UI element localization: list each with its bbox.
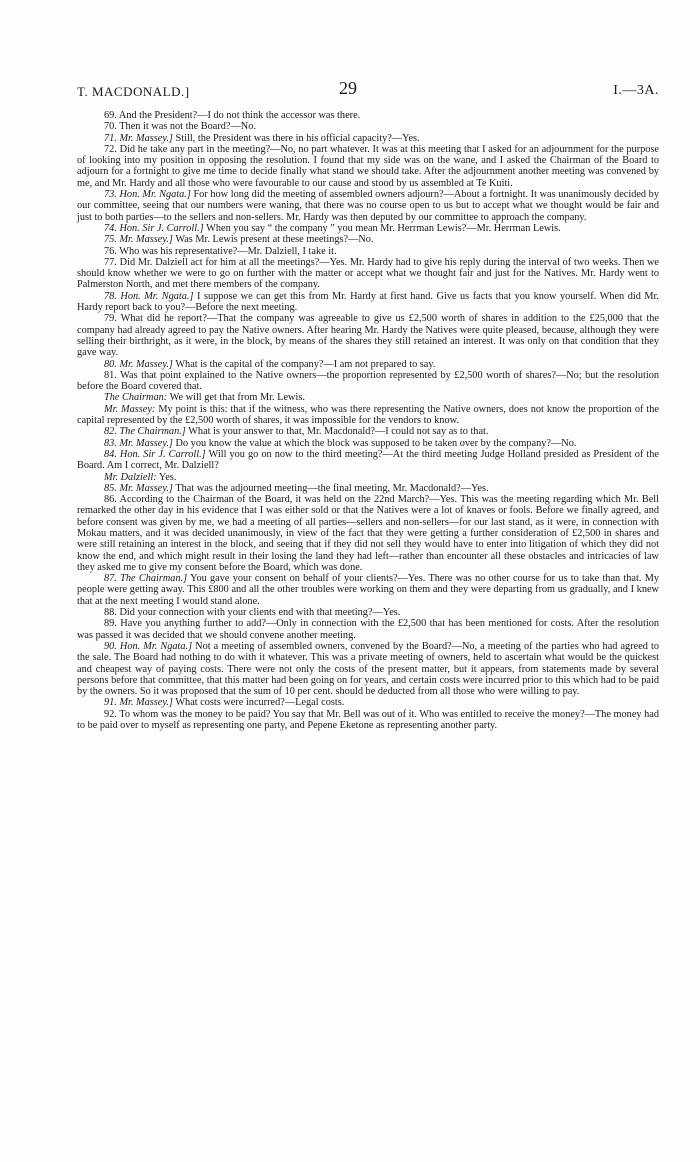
- paragraph-text: Do you know the value at which the block was supposed to be taken over by the company?—No.: [172, 437, 577, 449]
- paragraph-text: We will get that from Mr. Lewis.: [167, 392, 305, 404]
- paragraph-text: 79. What did he report?—That the company was agreeable to give us £2,500 worth of shares in addition to the £25,000 that the company had already agreed to pay the Native owners. After hearing Mr. Hardy the Natives were quite pleased, because, although they were selling their birthright, as it were, in the block, by means of the shares they still retained an interest. It was only on that condition that they gave way.: [77, 313, 659, 359]
- evidence-paragraph: [77, 709, 659, 732]
- evidence-paragraph: [77, 472, 659, 483]
- speaker-label: 82. The Chairman.]: [104, 426, 186, 438]
- paragraph-text: 77. Did Mr. Dalziell act for him at all the meetings?—Yes. Mr. Hardy had to give his reply during the interval of two weeks. Then we should know whether we were to go on further with the matter or accept what we thought fair and just for the Natives. Mr. Hardy went to Palmerston North, and met there members of the company.: [77, 256, 659, 291]
- evidence-paragraph: [77, 697, 659, 708]
- paragraph-text: 69. And the President?—I do not think the accessor was there.: [104, 110, 361, 121]
- evidence-paragraph: [77, 121, 659, 132]
- paragraph-text: You gave your consent on behalf of your clients?—Yes. There was no other course for us to take than that. My people were getting away. This £800 and all the other troubles were working on them and they were departing from us gradually, and I knew that at the next meeting I would stand alone.: [77, 573, 660, 607]
- evidence-body: [77, 110, 659, 731]
- paragraph-text: Yes.: [156, 471, 177, 483]
- speaker-label: The Chairman:: [104, 392, 168, 404]
- evidence-paragraph: [77, 573, 659, 607]
- paragraph-text: What costs were incurred?—Legal costs.: [172, 697, 345, 709]
- evidence-paragraph: [77, 438, 659, 449]
- paragraph-text: 88. Did your connection with your clients end with that meeting?—Yes.: [104, 607, 401, 619]
- evidence-paragraph: [77, 618, 659, 641]
- evidence-paragraph: [77, 133, 659, 144]
- page-header: [77, 78, 659, 102]
- speaker-label: 87. The Chairman.]: [104, 573, 188, 585]
- paragraph-text: For how long did the meeting of assembled owners adjourn?—About a fortnight. It was unanimously decided by our committee, seeing that our numbers were waning, that there was no course open to us but to accept what we thought would be fair and just to both parties—to the sellers and non-sellers. Mr. Hardy was then deputed by our committee to approach the company.: [77, 189, 659, 223]
- paragraph-text: Not a meeting of assembled owners, convened by the Board?—No, a meeting of the parties who had agreed to the sale. The Board had nothing to do with it whatever. This was a private meeting of owners, held to ascertain what would be the quickest and cheapest way of paying costs. There were not only the costs of the present matter, but it appears, from statements made by several persons before that committee, that this matter had been going on for years, and certain costs were incurred prior to this which had to be paid by the owners. So it was proposed that the sum of 10 per cent. should be deducted from all those who were willing to pay.: [77, 640, 659, 698]
- evidence-paragraph: [77, 359, 659, 370]
- evidence-paragraph: [77, 426, 659, 437]
- paragraph-text: Was Mr. Lewis present at these meetings?—No.: [172, 234, 374, 246]
- speaker-label: 73. Hon. Mr. Ngata.]: [104, 189, 191, 201]
- evidence-paragraph: [77, 257, 659, 291]
- evidence-paragraph: [77, 189, 659, 223]
- evidence-paragraph: [77, 246, 659, 257]
- paragraph-text: 86. According to the Chairman of the Board, it was held on the 22nd March?—Yes. This was the meeting regarding which Mr. Bell remarked the other day in his evidence that I was either sold or that the Natives were a lot of knaves or fools. Before we finally agreed, and before consent was given by me, we had a meeting of all parties—sellers and non-sellers—for our last stand, as it were, in connection with Mokau matters, and it was decided unanimously, in view of the fact that they were getting a further consideration of £2,500 in shares and were still retaining an interest in the block, and seeing that if they did not sell they would have to enter into litigation of which they did not know the end, and which might result in their losing the land they had left—rather than encounter all these obstacles and intricacies of law they asked me to give my consent before the Board, which was done.: [77, 494, 659, 573]
- speaker-label: 90. Hon. Mr. Ngata.]: [104, 640, 193, 652]
- paragraph-text: Will you go on now to the third meeting?—At the third meeting Judge Holland presided as President of the Board. Am I correct, Mr. Dalziell?: [77, 448, 659, 472]
- evidence-paragraph: [77, 392, 659, 403]
- page-number: 29: [339, 78, 357, 98]
- evidence-paragraph: [77, 483, 659, 494]
- paragraph-text: Still, the President was there in his official capacity?—Yes.: [172, 132, 420, 144]
- evidence-paragraph: [77, 494, 659, 573]
- speaker-label: 74. Hon. Sir J. Carroll.]: [104, 222, 204, 234]
- evidence-paragraph: [77, 449, 659, 472]
- evidence-paragraph: [77, 641, 659, 697]
- evidence-paragraph: [77, 404, 659, 427]
- paragraph-text: When you say “ the company ” you mean Mr. Herrman Lewis?—Mr. Herrman Lewis.: [203, 222, 561, 234]
- header-witness-name: T. MACDONALD.]: [77, 84, 190, 99]
- paragraph-text: What is your answer to that, Mr. Macdonald?—I could not say as to that.: [185, 426, 489, 438]
- paragraph-text: 72. Did he take any part in the meeting?—No, no part whatever. It was at this meeting that I asked for an adjournment for the purpose of looking into my position in opposing the resolution. I found that my side was on the wane, and I asked the Chairman of the Board to adjourn for a fortnight to give me time to decide finally what stand we should take. After the adjournment another meeting was convened by me, and Mr. Hardy and all those who were favourable to our cause and stood by us assembled at Te Kuiti.: [77, 143, 659, 189]
- document-reference: I.—3A.: [613, 83, 659, 98]
- speaker-label: 85. Mr. Massey.]: [104, 482, 173, 494]
- evidence-paragraph: [77, 110, 659, 121]
- evidence-paragraph: [77, 223, 659, 234]
- speaker-label: 80. Mr. Massey.]: [104, 358, 173, 370]
- speaker-label: 91. Mr. Massey.]: [104, 697, 173, 709]
- evidence-paragraph: [77, 144, 659, 189]
- paragraph-text: 92. To whom was the money to be paid? You say that Mr. Bell was out of it. Who was entitled to receive the money?—The money had to be paid over to myself as representing one party, and Pepene Eketone as representing another party.: [77, 708, 659, 732]
- speaker-label: Mr. Dalziell:: [104, 471, 157, 483]
- evidence-paragraph: [77, 234, 659, 245]
- evidence-paragraph: [77, 291, 659, 314]
- evidence-paragraph: [77, 607, 659, 618]
- evidence-paragraph: [77, 313, 659, 358]
- paragraph-text: 81. Was that point explained to the Native owners—the proportion represented by £2,500 worth of shares?—No; but the resolution before the Board covered that.: [77, 369, 659, 393]
- paragraph-text: 76. Who was his representative?—Mr. Dalziell, I take it.: [104, 245, 337, 257]
- speaker-label: 83. Mr. Massey.]: [104, 437, 173, 449]
- evidence-paragraph: [77, 370, 659, 393]
- speaker-label: 78. Hon. Mr. Ngata.]: [104, 290, 194, 302]
- paragraph-text: That was the adjourned meeting—the final meeting, Mr. Macdonald?—Yes.: [172, 482, 489, 494]
- paragraph-text: What is the capital of the company?—I am not prepared to say.: [172, 358, 436, 370]
- speaker-label: Mr. Massey:: [104, 403, 156, 415]
- paragraph-text: My point is this: that if the witness, who was there representing the Native owners, does not know the proportion of the capital represented by the £2,500 worth of shares, it was impossible for the vendors to know.: [77, 403, 659, 427]
- speaker-label: 84. Hon. Sir J. Carroll.]: [104, 448, 206, 460]
- paragraph-text: I suppose we can get this from Mr. Hardy at first hand. Give us facts that you know yourself. When did Mr. Hardy report back to you?—Before the next meeting.: [77, 290, 659, 314]
- speaker-label: 71. Mr. Massey.]: [104, 132, 173, 144]
- paragraph-text: 70. Then it was not the Board?—No.: [104, 121, 256, 133]
- speaker-label: 75. Mr. Massey.]: [104, 234, 173, 246]
- paragraph-text: 89. Have you anything further to add?—Only in connection with the £2,500 that has been mentioned for costs. After the resolution was passed it was decided that we should convene another meeting.: [77, 618, 659, 641]
